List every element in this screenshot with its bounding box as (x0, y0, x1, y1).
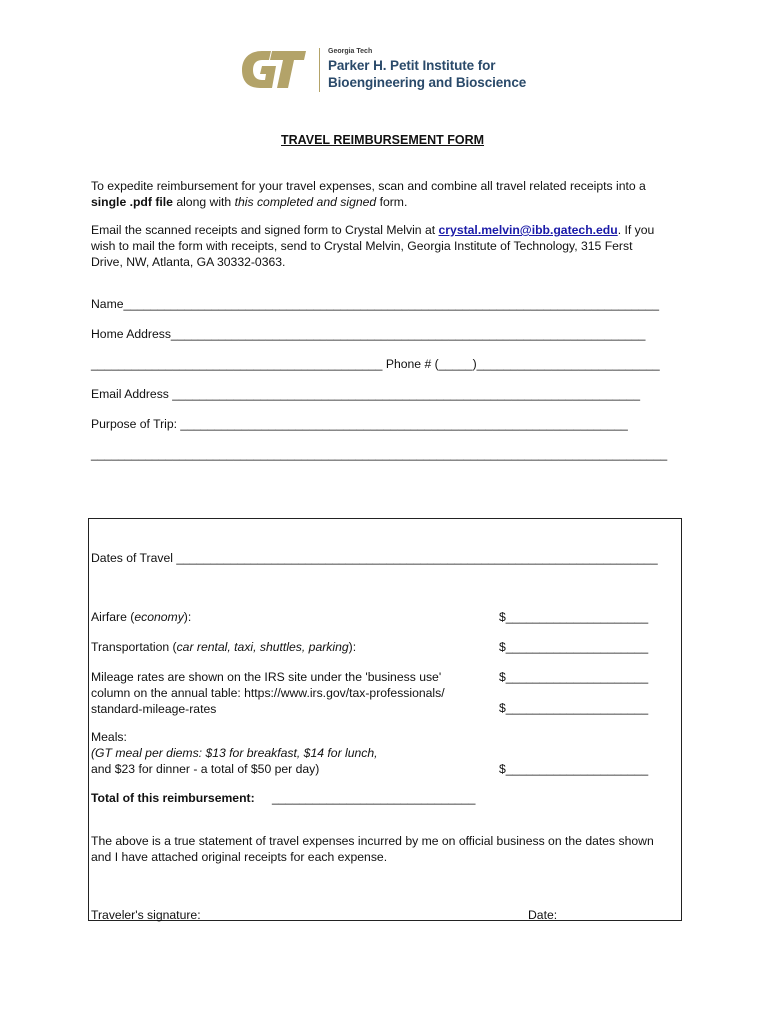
date-label[interactable]: Date: (528, 908, 558, 922)
email-link[interactable]: crystal.melvin@ibb.gatech.edu (438, 223, 618, 237)
airfare-text: Airfare ( (91, 610, 135, 624)
transport-note: car rental, taxi, shuttles, parking (176, 640, 349, 654)
mileage-amount-field[interactable]: $_____________________ (499, 670, 649, 684)
address-phone-field[interactable]: ___________________________________________ Phone # (_____)___________________________ (91, 357, 660, 371)
intro-text-end: form. (376, 195, 408, 209)
dates-of-travel-field[interactable]: Dates of Travel _______________________________________________________________________ (91, 551, 658, 565)
intro-line-1: To expedite reimbursement for your travel expenses, scan and combine all travel related receipts into a (91, 179, 646, 193)
meals-amount-field[interactable]: $_____________________ (499, 762, 649, 776)
gt-logo-icon (238, 48, 308, 92)
transport-text-end: ): (348, 640, 357, 654)
email-address-field[interactable]: Email Address _____________________________________________________________________ (91, 387, 640, 401)
transportation-label (91, 640, 356, 654)
mileage-line-3: standard-mileage-rates (91, 702, 217, 716)
total-label: Total of this reimbursement: (91, 791, 255, 805)
purpose-continued-line[interactable]: _____________________________________________________________________________________ (91, 447, 668, 461)
signature-label[interactable]: Traveler's signature: (91, 908, 201, 922)
total-amount-field[interactable]: ______________________________ (272, 791, 476, 805)
home-address-field[interactable]: Home Address______________________________________________________________________ (91, 327, 646, 341)
logo-line-1: Parker H. Petit Institute for (328, 58, 496, 73)
transportation-amount-field[interactable]: $_____________________ (499, 640, 649, 654)
airfare-note: economy (134, 610, 184, 624)
form-title: TRAVEL REIMBURSEMENT FORM (281, 133, 485, 147)
email-instruction-line-2: wish to mail the form with receipts, send to Crystal Melvin, Georgia Institute of Technology, 315 Ferst (91, 239, 633, 253)
logo-line-2: Bioengineering and Bioscience (328, 75, 527, 90)
mileage-amount-field-2[interactable]: $_____________________ (499, 701, 649, 715)
logo-university: Georgia Tech (328, 48, 373, 55)
statement-line-2: and I have attached original receipts for each expense. (91, 850, 388, 864)
email-instruction-cont: . If you (617, 223, 655, 237)
institute-logo (238, 46, 528, 98)
statement-line-1: The above is a true statement of travel expenses incurred by me on official business on the dates shown (91, 834, 654, 848)
email-instruction-line-1 (91, 222, 654, 238)
transport-text: Transportation ( (91, 640, 177, 654)
pdf-instruction: single .pdf file (91, 195, 173, 209)
purpose-of-trip-field[interactable]: Purpose of Trip: __________________________________________________________________ (91, 417, 628, 431)
mileage-line-1: Mileage rates are shown on the IRS site under the 'business use' (91, 670, 442, 684)
airfare-amount-field[interactable]: $_____________________ (499, 610, 649, 624)
intro-line-2 (91, 194, 407, 210)
airfare-label (91, 610, 191, 624)
signed-instruction: this completed and signed (234, 195, 377, 209)
name-field[interactable]: Name_______________________________________________________________________________ (91, 297, 659, 311)
logo-divider (319, 48, 320, 92)
meals-label: Meals: (91, 730, 127, 744)
airfare-text-end: ): (183, 610, 192, 624)
intro-text: along with (172, 195, 235, 209)
email-instruction-text: Email the scanned receipts and signed form to Crystal Melvin at (91, 223, 439, 237)
meals-note-2: and $23 for dinner - a total of $50 per day) (91, 762, 320, 776)
meals-note-1: (GT meal per diems: $13 for breakfast, $14 for lunch, (91, 746, 378, 760)
mileage-line-2: column on the annual table: https://www.irs.gov/tax-professionals/ (91, 686, 445, 700)
mailing-address: Drive, NW, Atlanta, GA 30332-0363. (91, 255, 286, 269)
